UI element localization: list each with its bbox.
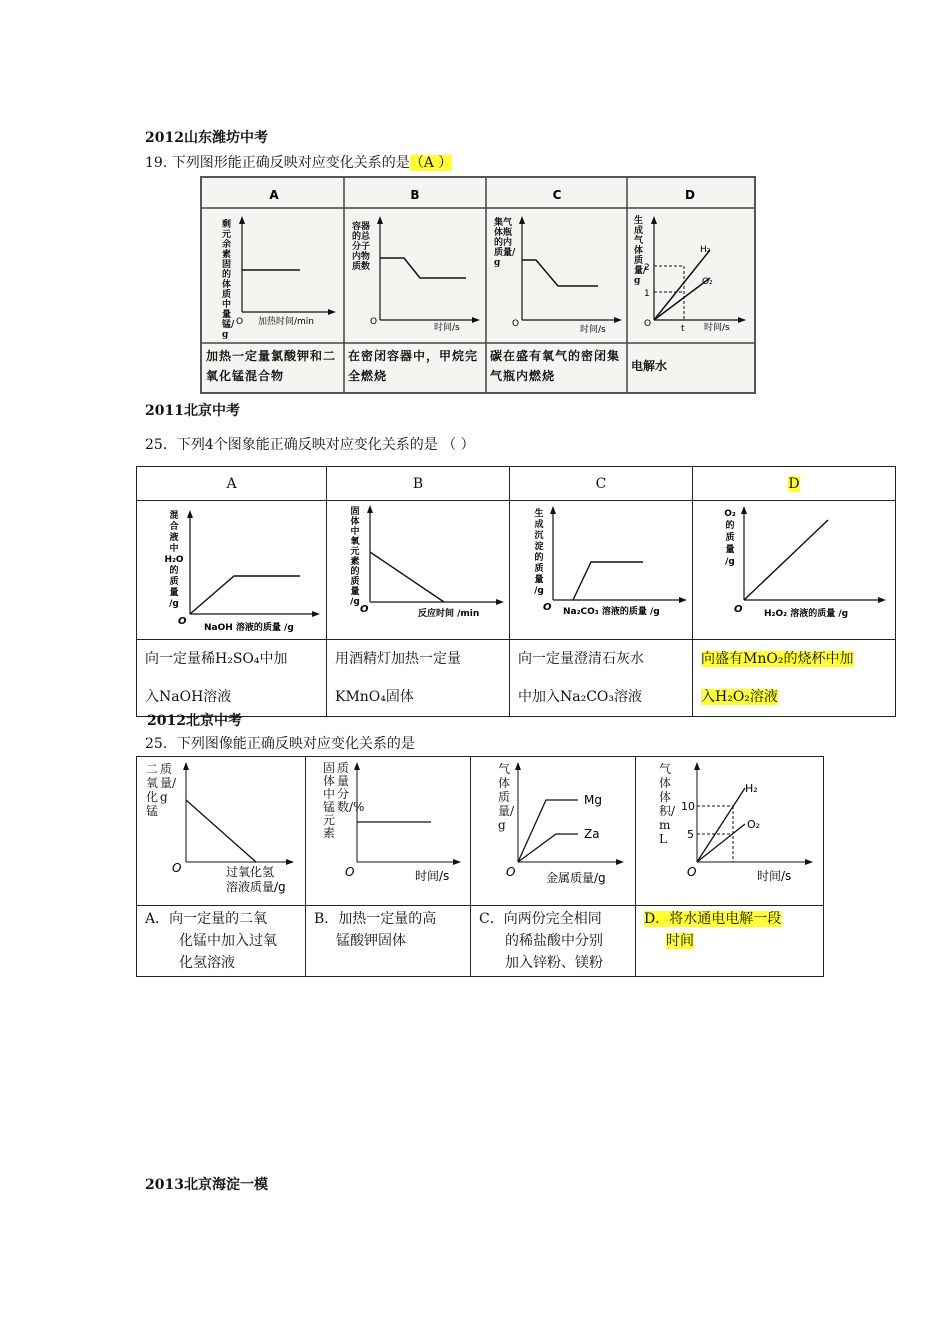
chart-a-origin: O — [236, 317, 244, 327]
chart-a-origin: O — [172, 861, 182, 875]
chart-a-ylabel-2: 液 — [169, 533, 179, 543]
section3-heading: 2012北京中考 — [147, 713, 242, 729]
chart-b-line — [370, 552, 444, 602]
desc-d-line2: 时间 — [666, 933, 694, 949]
chart-c-ylabel-5: 质 — [534, 564, 544, 574]
chart-b-ylabel-1: 体 — [350, 517, 360, 527]
desc-a-line2: 入NaOH溶液 — [145, 689, 232, 705]
scanned-table — [200, 176, 756, 394]
chart-c — [511, 502, 691, 634]
chart-cell-a — [137, 757, 306, 906]
chart-a-xlabel1: 过氧化氢 — [226, 865, 275, 879]
chart-c-ylabel-7: /g — [534, 586, 544, 596]
chart-d-origin: O — [644, 319, 652, 329]
chart-b-origin: O — [345, 865, 355, 879]
chart-c-ylabel-3: 淀 — [534, 542, 544, 552]
desc-c: 碳在盛有氧气的密闭集气瓶内燃烧 — [490, 349, 621, 383]
chart-d-ylabel-3: 量 — [725, 545, 735, 555]
chart-b-ylabel1: 固体中锰元素 — [323, 761, 336, 840]
desc-c-line3: 加入锌粉、镁粉 — [505, 955, 603, 971]
chart-c-ylabel-1: 成 — [534, 520, 544, 530]
chart-d — [637, 758, 822, 900]
desc-c — [471, 906, 636, 977]
question-text: 19. 下列图形能正确反映对应变化关系的是 — [145, 155, 410, 171]
chart-a-xlabel2: 溶液质量/g — [226, 880, 286, 894]
section2-question: 25．下列4个图象能正确反映对应变化关系的是 （ ） — [145, 437, 475, 453]
chart-b-ylabel-3: 氧 — [350, 537, 360, 547]
chart-b-ylabel-9: /g — [350, 597, 360, 607]
chart-c-xlabel: Na₂CO₃ 溶液的质量 /g — [563, 607, 660, 617]
chart-d-tmark: t — [681, 324, 685, 334]
chart-cell-c — [510, 501, 693, 640]
chart-c — [472, 758, 634, 900]
chart-a-line — [190, 576, 300, 614]
chart-b-ylabel-8: 量 — [350, 587, 360, 597]
chart-d-ylabel-1: 的 — [725, 521, 735, 531]
chart-a-ylabel-8: /g — [169, 599, 179, 609]
chart-a-xlabel: NaOH 溶液的质量 /g — [204, 623, 294, 633]
desc-c-line2: 中加入Na₂CO₃溶液 — [518, 689, 643, 705]
chart-c-mg-line — [518, 800, 578, 862]
chart-d-line — [744, 520, 828, 600]
chart-b — [307, 758, 469, 900]
chart-b-ylabel-4: 元 — [350, 547, 360, 557]
chart-b-ylabel2: 质量分数/% — [337, 761, 365, 814]
desc-c — [510, 640, 693, 717]
desc-d — [636, 906, 824, 977]
col-head-d-highlight: D — [788, 475, 800, 492]
chart-d-tick-2: 2 — [644, 263, 650, 273]
chart-b-xlabel: 时间/s — [415, 869, 450, 883]
chart-d-h2-line — [697, 788, 745, 862]
chart-cell-b — [327, 501, 510, 640]
col-head-a: A — [137, 467, 327, 501]
chart-a — [138, 502, 325, 634]
chart-d-origin: O — [687, 865, 697, 879]
section3-question: 25．下列图像能正确反映对应变化关系的是 — [145, 736, 415, 752]
chart-a-ylabel-0: 混 — [169, 511, 179, 521]
section2-table — [136, 466, 896, 717]
chart-a-ylabel-5: 的 — [169, 566, 179, 576]
col-head-a: A — [269, 188, 279, 202]
desc-c-line1: 向一定量澄清石灰水 — [518, 651, 644, 667]
chart-c-ylabel: 集气体瓶的内质量/g — [494, 218, 516, 268]
section1-question — [145, 152, 452, 172]
chart-d-series-o2: O₂ — [702, 277, 713, 287]
chart-a-ylabel-7: 量 — [169, 588, 179, 598]
chart-c-origin: O — [512, 319, 520, 329]
chart-d-series-o2: O₂ — [747, 818, 761, 831]
chart-b-ylabel-7: 质 — [350, 577, 360, 587]
desc-b-line2: KMnO₄固体 — [335, 689, 414, 705]
chart-cell-d — [693, 501, 896, 640]
chart-b-xlabel: 时间/s — [434, 323, 460, 333]
chart-d — [694, 502, 894, 634]
chart-b-origin: O — [360, 604, 369, 615]
chart-b — [352, 216, 480, 333]
chart-d-xlabel: 时间/s — [757, 869, 792, 883]
desc-d-line2: 入H₂O₂溶液 — [701, 689, 778, 705]
chart-a-ylabel1: 二氧化锰 — [146, 762, 159, 818]
chart-cell-d — [636, 757, 824, 906]
chart-a-ylabel: 剩元余素固的体质中量锰/g — [222, 220, 235, 340]
chart-c-xlabel: 时间/s — [580, 325, 606, 335]
chart-a-ylabel-4: H₂O — [164, 555, 184, 565]
chart-cell-c — [471, 757, 636, 906]
chart-c-origin: O — [543, 602, 552, 613]
chart-a-origin: O — [178, 616, 187, 627]
desc-d: 电解水 — [631, 359, 668, 373]
desc-d-line1: 向盛有MnO₂的烧杯中加 — [701, 651, 854, 667]
chart-a-ylabel2: 质量/g — [160, 762, 177, 804]
chart-d-ylabel-4: /g — [725, 557, 735, 567]
chart-a — [138, 758, 304, 900]
chart-c-line — [573, 562, 643, 600]
chart-c-ylabel-6: 量 — [534, 575, 544, 585]
desc-a — [137, 906, 306, 977]
chart-d-xlabel: 时间/s — [704, 323, 730, 333]
chart-a-xlabel: 加热时间/min — [258, 317, 315, 327]
chart-a — [222, 216, 336, 340]
desc-b-line1: 用酒精灯加热一定量 — [335, 651, 461, 667]
desc-a-line1: A．向一定量的二氧 — [145, 911, 268, 927]
chart-c-ylabel-4: 的 — [534, 553, 544, 563]
chart-c-xlabel: 金属质量/g — [546, 871, 606, 885]
chart-c-ylabel-0: 生 — [534, 509, 544, 519]
col-head-d — [693, 467, 896, 501]
section1-heading: 2012山东潍坊中考 — [145, 130, 268, 146]
desc-a-line3: 化氢溶液 — [179, 955, 235, 971]
scanned-table-svg — [202, 178, 754, 392]
chart-b — [328, 502, 508, 634]
chart-c-ylabel: 气体质量/g — [498, 762, 515, 832]
chart-b-ylabel-2: 中 — [350, 527, 360, 537]
chart-d-tick-1: 1 — [644, 289, 650, 299]
desc-b-line2: 锰酸钾固体 — [336, 933, 406, 949]
chart-cell-a — [137, 501, 327, 640]
chart-d — [634, 216, 746, 334]
chart-d-series-h2: H₂ — [745, 782, 758, 795]
section2-heading: 2011北京中考 — [145, 403, 240, 419]
chart-d-tick-10: 10 — [681, 800, 695, 813]
chart-a-ylabel-6: 质 — [169, 577, 179, 587]
desc-a — [137, 640, 327, 717]
desc-c-line2: 的稀盐酸中分别 — [505, 933, 603, 949]
chart-b-origin: O — [370, 317, 378, 327]
chart-d-ylabel: 生成气体质量/g — [634, 216, 647, 286]
answer-highlight: （A ） — [409, 155, 453, 171]
chart-c-series-za: Za — [584, 827, 600, 841]
chart-b-xlabel: 反应时间 /min — [418, 609, 480, 619]
desc-b: 在密闭容器中，甲烷完全燃烧 — [348, 349, 479, 383]
chart-b-ylabel-6: 的 — [350, 567, 360, 577]
chart-b-ylabel-5: 素 — [350, 557, 360, 567]
col-head-b: B — [327, 467, 510, 501]
col-head-d: D — [685, 188, 695, 202]
desc-a: 加热一定量氯酸钾和二氧化锰混合物 — [206, 349, 337, 383]
chart-c-line — [522, 260, 598, 286]
chart-cell-b — [306, 757, 471, 906]
section4-heading: 2013北京海淀一模 — [145, 1177, 268, 1193]
col-head-c: C — [510, 467, 693, 501]
chart-a-ylabel-3: 中 — [169, 544, 179, 554]
chart-a-ylabel-1: 合 — [169, 522, 179, 532]
desc-a-line2: 化锰中加入过氧 — [179, 933, 277, 949]
desc-d-line1: D．将水通电电解一段 — [644, 911, 782, 927]
col-head-c: C — [552, 188, 562, 202]
chart-b-ylabel: 容器的总分子内物质数 — [352, 222, 371, 272]
chart-d-o2-line — [697, 824, 745, 862]
desc-b-line1: B．加热一定量的高 — [314, 911, 437, 927]
desc-b — [327, 640, 510, 717]
section3-table — [136, 756, 824, 977]
chart-c — [494, 216, 622, 335]
chart-d-series-h2: H₂ — [700, 245, 711, 255]
desc-b — [306, 906, 471, 977]
chart-d-tick-5: 5 — [687, 828, 694, 841]
chart-d-xlabel: H₂O₂ 溶液的质量 /g — [764, 609, 849, 619]
chart-c-zn-line — [518, 834, 578, 862]
desc-d — [693, 640, 896, 717]
chart-d-origin: O — [734, 604, 743, 615]
chart-b-ylabel-0: 固 — [350, 507, 360, 517]
chart-c-origin: O — [506, 865, 516, 879]
chart-d-ylabel-0: O₂ — [724, 509, 736, 519]
chart-b-line — [380, 258, 466, 278]
desc-a-line1: 向一定量稀H₂SO₄中加 — [145, 651, 288, 667]
chart-c-ylabel-2: 沉 — [534, 531, 544, 541]
chart-c-series-mg: Mg — [584, 793, 602, 807]
chart-d-ylabel: 气体体积/mL — [659, 762, 676, 846]
chart-a-line — [186, 800, 256, 862]
chart-d-ylabel-2: 质 — [725, 533, 735, 543]
col-head-b: B — [410, 188, 420, 202]
desc-c-line1: C．向两份完全相同 — [479, 911, 602, 927]
